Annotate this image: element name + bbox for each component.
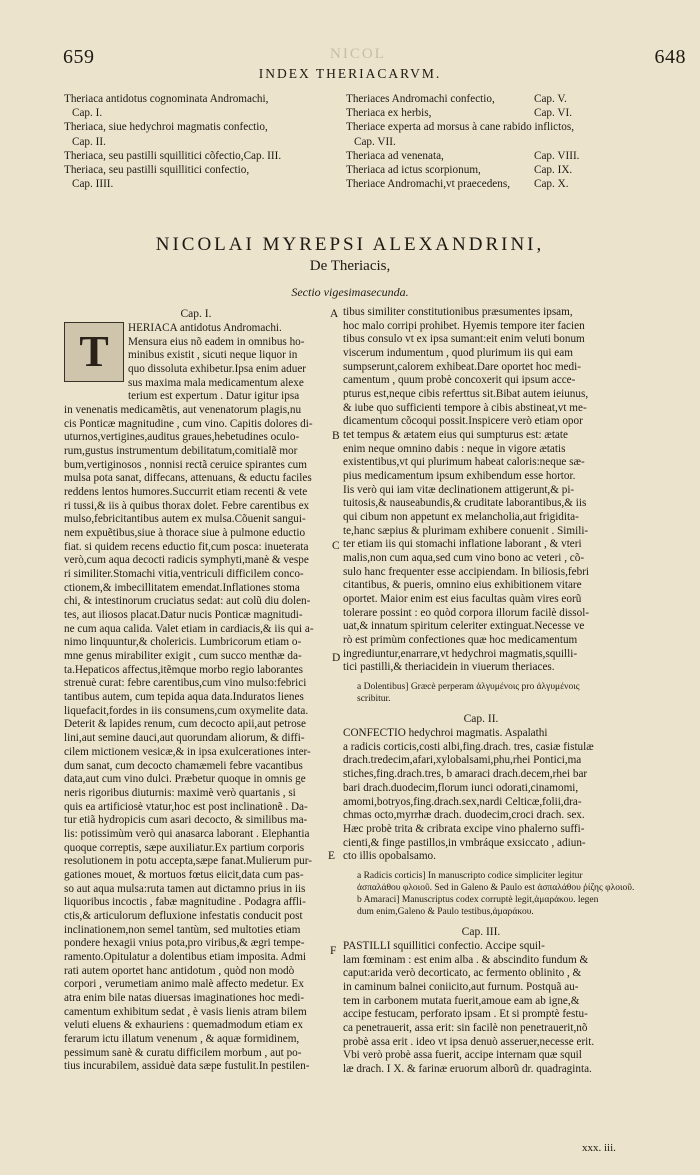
index-entry-chapter: Cap. IX. <box>534 164 573 177</box>
text-line: bum,vertiginosos , nonnisi rectã ceruice spirantes cum <box>64 458 307 471</box>
index-entry <box>64 135 324 149</box>
text-line: læ drach. I X. & farinæ eruorum alborũ dr. quadraginta. <box>343 1062 592 1075</box>
index-entry-text: Theriaca ex herbis, <box>346 107 432 120</box>
text-line: probè assa erit . ideo vt ipsa denuò asseruer,necesse erit. <box>343 1035 595 1048</box>
text-line: tibus similiter constitutionibus præsumentes ipsam, <box>343 306 573 318</box>
decorated-initial: T <box>64 322 124 382</box>
text-line: te,hanc sæpius & plurimam exhibere conuenit . Simili- <box>343 524 589 537</box>
index-entry <box>346 106 626 120</box>
text-line: tici pastilli,& theriacidein in viuerum theriaces. <box>343 661 555 674</box>
text-line: ramento.Opitulatur a dolentibus etiam imposita. Admi <box>64 950 307 963</box>
text-line: resolutionem in potu accepta,sæpe fanat.Mulierum pur- <box>64 855 313 868</box>
text-line: camentum exhibitum sedat , è vasis lienis atram bilem <box>64 1005 307 1018</box>
text-line: rati autem oportet hanc antidotum , quòd non modò <box>64 964 295 977</box>
text-line: mulsa pota sanat, diffecans, attenuans, & eductu faciles <box>64 472 312 485</box>
margin-letter-b: B <box>332 430 340 442</box>
text-line: tius incurabilem, assiduè data sæpe fustulit.In pestilen- <box>64 1060 310 1073</box>
text-line: enim neque omnino dabis : neque in vigore ætatis <box>343 442 566 455</box>
text-line: quis ea artificiosè vtatur,hoc est post inclinationẽ . Da- <box>64 800 308 813</box>
text-line: sus maxima mala medicamentum alexe <box>128 376 304 389</box>
text-line: neris rigoribus diuturnis: maximè verò quartanis , si <box>64 786 296 799</box>
main-title: NICOLAI MYREPSI ALEXANDRINI, <box>155 234 545 255</box>
catchword: xxx. iii. <box>582 1142 616 1154</box>
text-line: accipe festucam, perforato ipsam . Et si promptè festu- <box>343 1008 588 1021</box>
text-line: tolerare possint : eo quòd corpora illorum facilè dissol- <box>343 606 590 619</box>
text-line: so aut aqua mulsa:ruta tamen aut dictamno prius in iis <box>64 882 306 895</box>
text-line: cis Ponticæ magnitudine , cum vino. Capitis dolores di- <box>64 417 313 430</box>
index-entry-text: Theriaca ad ictus scorpionum, <box>346 164 481 177</box>
text-line: reddens lentos humores.Succurrit etiam recenti & vete <box>64 486 308 499</box>
index-title: INDEX THERIACARVM. <box>258 66 442 81</box>
index-entry-chapter: Cap. VIII. <box>534 149 580 162</box>
index-entry-text: Theriaca, siue hedychroi magmatis confectio, <box>64 121 268 134</box>
text-line: uat,& innatum spiritum celeriter extinguat.Necesse ve <box>343 620 585 633</box>
chapter-heading: Cap. I. <box>180 308 212 320</box>
text-line: inclinationem,non semel tantùm, sed multoties etiam <box>64 923 301 936</box>
text-line: bari drach.duodecim,florum iunci odorati,cinamomi, <box>343 781 579 794</box>
text-line: atra enim bile natas diuersas imaginationes hoc medi- <box>64 991 305 1004</box>
text-line: cilem mictionem vesicæ,& in ipsa exulcerationes inter- <box>64 745 311 758</box>
chapter-heading: Cap. III. <box>461 925 501 938</box>
text-line: a radicis corticis,costi albi,fing.drach. tres, casiæ fistulæ <box>343 740 594 753</box>
chapter-heading: Cap. II. <box>463 713 499 726</box>
index-entry-text: Theriaces Andromachi confectio, <box>346 93 495 105</box>
text-line: tes, aut iliosos placat.Datur nucis Ponticæ magnitudi- <box>64 609 303 622</box>
margin-letter-e: E <box>328 850 336 862</box>
text-line: tur etiã hydropicis cum asari decocto, & similibus ma- <box>64 814 308 827</box>
text-line: veluti eluens & exhauriens : quemadmodum etiam ex <box>64 1019 303 1032</box>
text-line: citantibus, & pueris, omnino eius exhibitionem vitare <box>343 579 582 592</box>
text-line: tet tempus & ætatem eius qui sumpturus est: ætate <box>343 429 568 442</box>
index-entry-chapter: Cap. X. <box>534 178 569 191</box>
index-entry <box>346 163 626 177</box>
index-column-right <box>346 92 626 191</box>
text-line: in venenatis medicamẽtis, aut venenatorum plagis,nu <box>64 404 302 417</box>
text-line: in caminum balnei coniicito,aut furnum. Postquã au- <box>343 980 579 993</box>
text-line: Iis verò qui iam vitæ declinationem attigerunt,& pi- <box>343 483 575 496</box>
text-line: hoc malo corripi prohibet. Hyemis tempore iter facien <box>343 319 585 332</box>
index-entry <box>64 92 324 106</box>
index-column-left <box>64 92 324 191</box>
text-line: stiches,fing.drach.tres, b amaraci drach.decem,rhei bar <box>343 768 588 781</box>
index-entry <box>346 149 626 163</box>
text-line: lam fœminam : est enim alba . & abscindito fundum & <box>343 953 589 966</box>
index-entry-text: Cap. II. <box>72 135 106 148</box>
text-line: chmas octo,myrrhæ drach. duodecim,croci drach. sex. <box>343 809 585 822</box>
text-line: liquefacit,fordes in iis consumens,cum oxymelite data. <box>64 704 309 717</box>
text-line: nem expuẽtibus,siue à thorace siue à pulmone eductio <box>64 527 306 540</box>
text-line: camentum , quum probè concoxerit qui ipsum acce- <box>343 374 576 387</box>
text-line: pessimum sanè & curatu difficilem morbum , aut po- <box>64 1046 302 1059</box>
index-entry-text: Theriaca ad venenata, <box>346 149 444 162</box>
text-line: minibus existit , sicuti neque liquor in <box>128 349 298 362</box>
text-line: HERIACA antidotus Andromachi. <box>128 322 282 334</box>
text-line: terium est expertum . Datur igitur ipsa <box>128 390 300 403</box>
text-line: quo dissoluta exhibetur.Ipsa enim aduer <box>128 363 307 376</box>
text-line: ferarum ictu illatum venenum , & aquæ formidinem, <box>64 1032 300 1045</box>
section-heading: Sectio vigesimasecunda. <box>291 285 409 299</box>
index-entry <box>346 135 626 149</box>
text-line: Mensura eius nõ eadem in omnibus ho- <box>128 335 305 348</box>
text-line: strenuè curat: febre carentibus,cum vino mulso:febrici <box>64 677 307 690</box>
text-line: ctionem,& imbecillitatem emendat.Inflationes stoma <box>64 581 300 594</box>
text-line: pondere hexagii vnius pota,pro viribus,& ægri tempe- <box>64 937 305 950</box>
index-entry-text: Theriace experta ad morsus à cane rabido inflictos, <box>346 121 574 134</box>
text-line: & iube quo sufficienti tempore à cibis abstineat,vt me- <box>343 401 587 414</box>
text-line: data,aut cum vino dulci. Præbetur quoque in omnis ge <box>64 773 306 786</box>
text-line: ri similiter.Stomachi vitia,ventriculi difficilem conco- <box>64 568 304 581</box>
index-entry <box>64 163 324 177</box>
text-line: ri tussi,& iis à quibus thorax dolet. Febre carentibus ex <box>64 499 310 512</box>
text-line: uturnos,vertigines,auditus graues,hebetudines oculo- <box>64 431 300 444</box>
text-column-right <box>343 306 635 1077</box>
text-line: Hæc probè trita & cribrata excipe vino phalerno suffi- <box>343 822 585 835</box>
text-line: PASTILLI squillitici confectio. Accipe squil- <box>343 939 545 952</box>
text-line: drach.tredecim,afari,xylobalsami,phu,rhei Pontici,ma <box>343 754 582 767</box>
text-line: Deterit & lapides renum, cum decocto apii,aut petrose <box>64 718 307 731</box>
running-header-bleed: NICOL <box>330 46 386 62</box>
text-line: cienti,& finge pastillos,in vmbráque exsiccato , adiun- <box>343 836 586 849</box>
text-line: mulso,febricitantibus autem ex mulsa.Cõuenit sangui- <box>64 513 306 526</box>
index-entry-text: Cap. IIII. <box>72 178 114 191</box>
text-line: tibus consulo vt ex ipsa sumant:eit enim veluti bonum <box>343 333 585 346</box>
text-line: rum,gustus instrumentum debilitatum,comitialẽ mor <box>64 445 298 458</box>
text-line: ne cum aqua calida. Valet etiam in cardiacis,& iis qui a- <box>64 622 314 635</box>
text-line: sumpserunt,calorem exhibeat.Dare oportet hoc medi- <box>343 360 581 373</box>
text-line: tem in carbonem mutata fuerit,amoue eam ab igne,& <box>343 994 580 1007</box>
text-line: fiat. si quidem recens eductio fit,cum posca: inueterata <box>64 540 309 553</box>
text-line: ca penetrauerit, assa erit: sin facilè non penetrauerit,nõ <box>343 1021 588 1034</box>
text-line: cto illis opobalsamo. <box>343 850 436 863</box>
text-line: dum sanat, cum decocto chamæmeli febre vacantibus <box>64 759 303 772</box>
text-line: pius medicamentum ipsum exhibendum esse hortor. <box>343 470 576 483</box>
index-entry-chapter: Cap. VI. <box>534 107 573 120</box>
index-entry <box>64 106 324 120</box>
text-line: verò,cum aqua decocti radicis symphyti,manè & vespe <box>64 554 309 567</box>
text-line: tantibus autem, cum tepida aqua data.Induratos lienes <box>64 691 304 704</box>
text-line: lini,aut semine dauci,aut quorundam aliorum, & diffi- <box>64 732 305 745</box>
text-line: ingrediuntur,enarrare,vt hedychroi magmatis,squilli- <box>343 647 578 660</box>
text-line: amomi,botryos,fing.drach.sex,nardi Celticæ,folii,dra- <box>343 795 582 808</box>
text-line: nimo linquuntur,& cholericis. Lumbricorum etiam o- <box>64 636 302 649</box>
text-line: chi, & intestinorum cruciatus sedat: aut colũ diu dolen- <box>64 595 311 608</box>
index-entry <box>346 177 626 191</box>
footnote-line: a Dolentibus] Græcè perperam ἀλγυμένοις pro ἀλγυμένοις <box>357 682 580 693</box>
text-line: oportet. Maior enim est eius facultas quàm vires eorũ <box>343 593 582 606</box>
footnote-line: a Radicis corticis] In manuscripto codice simpliciter legitur <box>357 870 583 881</box>
text-line: malis,non cum aqua,sed cum vino bono ac veteri , cõ- <box>343 552 585 565</box>
page-number-right: 648 <box>654 46 686 68</box>
page-number-left: 659 <box>63 46 95 68</box>
footnote-line: b Amaraci] Manuscriptus codex corruptè legit,ἀμαράκου. legen <box>357 894 599 905</box>
footnote-line: dum enim,Galeno & Paulo testibus,ἀμαράκου. <box>357 906 534 917</box>
index-entry-text: Theriaca antidotus cognominata Andromachi, <box>64 93 269 105</box>
index-entry-chapter: Cap. V. <box>534 93 567 105</box>
text-line: ctis,& articulorum defluxione infestatis conducit post <box>64 909 303 922</box>
text-line: caput:arida verò decorticato, ac fermento oblinito , & <box>343 967 582 980</box>
index-entry <box>64 120 324 134</box>
text-line: liquoribus incoctis , fabæ magnitudine . Podagra affli- <box>64 896 306 909</box>
index-entry-text: Cap. I. <box>72 107 103 120</box>
index-entry <box>64 177 324 191</box>
text-line: sulo hanc frequenter esse accipiendam. In biliosis,febri <box>343 565 590 578</box>
margin-letter-f: F <box>330 945 337 957</box>
text-line: viscerum indumentum , quod plurimum iis qui eam <box>343 347 573 360</box>
index-entry <box>346 92 626 106</box>
margin-letter-c: C <box>332 540 340 552</box>
margin-letter-a: A <box>330 308 339 320</box>
index-entry-text: Theriaca, seu pastilli squillitici cõfectio,Cap. III. <box>64 149 282 162</box>
text-line: tuitosis,& nauseabundis,& cruditate laborantibus,& iis <box>343 497 587 510</box>
index-entry <box>64 149 324 163</box>
text-line: existentibus,vt qui plurimum habeat caloris:neque sæ- <box>343 456 585 469</box>
text-line: gationes mouet, & mortuos fœtus eiicit,data cum pas- <box>64 868 304 881</box>
footnote-line: ἀσπαλάθου φλοιοῦ. Sed in Galeno & Paulo est ἀσπαλάθου ῥίζης φλοιοῦ. <box>357 882 635 893</box>
text-line: Vbi verò probè assa fuerit, accipe internam quæ squil <box>343 1049 582 1062</box>
index-entry <box>346 120 626 134</box>
text-line: ter etiam iis qui stomachi inflatione laborant , & vteri <box>343 538 582 551</box>
text-column-left <box>64 306 328 1074</box>
text-line: dicamentum cõcoqui possit.Inspicere verò etiam opor <box>343 415 583 428</box>
index-entry-text: Cap. VII. <box>354 135 396 148</box>
text-line: qui cibum non appetunt ex melancholia,aut frigidita- <box>343 511 579 524</box>
index-entry-text: Theriaca, seu pastilli squillitici confectio, <box>64 164 250 177</box>
text-line: corpori , verumetiam animo malè affecto medetur. Ex <box>64 978 304 991</box>
footnote-line: scribitur. <box>357 694 391 705</box>
text-line: pturus est,neque cibis referttus sit.Bibat autem ieiunus, <box>343 388 589 401</box>
text-line: mne genus mirabiliter exigit , cum succo menthæ da- <box>64 650 302 663</box>
text-line: ta.Hepaticos affectus,itẽmque morbo regio laborantes <box>64 663 303 676</box>
index-entry-text: Theriace Andromachi,vt praecedens, <box>346 178 511 191</box>
text-line: CONFECTIO hedychroi magmatis. Aspalathi <box>343 727 548 740</box>
text-line: rò est primùm confectiones quæ hoc medicamentum <box>343 634 578 647</box>
subtitle: De Theriacis, <box>309 258 391 274</box>
text-line: lis: potissimùm verò qui anasarca laborant . Elephantia <box>64 827 310 840</box>
text-line: quoque correptis, sæpe auxiliatur.Ex partium corporis <box>64 841 305 854</box>
margin-letter-d: D <box>332 652 341 664</box>
